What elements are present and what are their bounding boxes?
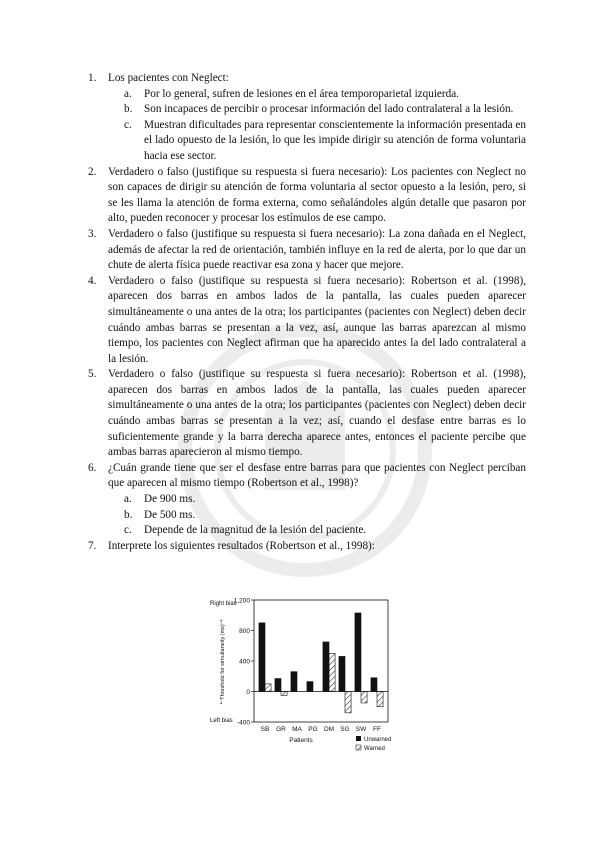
x-tick-label: MA (292, 726, 302, 733)
bar-warned (329, 653, 335, 691)
answer-option (88, 523, 526, 539)
legend-label-warned: Warned (364, 746, 385, 752)
question-number: 6. (88, 461, 97, 474)
question-list (88, 71, 526, 554)
bar-warned (265, 684, 271, 692)
x-tick-label: GR (276, 726, 286, 733)
question-item (88, 274, 526, 368)
question-item (88, 71, 526, 87)
option-text: De 500 ms. (144, 508, 196, 521)
question-number: 3. (88, 227, 97, 240)
question-number: 1. (88, 72, 97, 84)
bar-warned (281, 692, 287, 696)
x-axis-label: Patients (289, 737, 313, 744)
question-number: 7. (88, 539, 97, 552)
plot-frame (254, 600, 388, 722)
answer-option (88, 508, 526, 524)
answer-option (88, 118, 526, 165)
simultaneity-threshold-chart (206, 590, 394, 760)
left-bias-label: Left bias (210, 718, 233, 724)
bar-warned (345, 692, 351, 713)
bar-unwarned (307, 682, 313, 692)
y-tick-label: 800 (239, 628, 250, 635)
question-item (88, 461, 526, 492)
y-tick-label: 400 (239, 658, 250, 666)
answer-option (88, 102, 526, 118)
bar-unwarned (323, 642, 329, 692)
answer-option (88, 492, 526, 508)
question-item (88, 539, 526, 555)
y-tick-label: -400 (236, 719, 250, 727)
answer-option (88, 87, 526, 103)
option-text: Son incapaces de percibir o procesar información del lado contralateral a la lesión. (144, 103, 514, 116)
question-item (88, 227, 526, 274)
bar-unwarned (355, 613, 361, 692)
question-item (88, 367, 526, 461)
x-tick-label: PG (308, 726, 318, 733)
bar-unwarned (339, 656, 345, 691)
y-tick-label: 1,200 (233, 597, 250, 605)
question-number: 4. (88, 274, 97, 287)
option-text: Muestran dificultades para representar conscientemente la información presentada en el lado opuesto de la lesión, lo que les impide dirigir su atención de forma voluntaria hacia ese sector. (144, 118, 526, 162)
up-arrow: ↑ (219, 617, 223, 626)
legend-swatch-unwarned (356, 736, 361, 741)
option-text: Por lo general, sufren de lesiones en el área temporoparietal izquierda. (144, 87, 459, 100)
y-tick-label: 0 (246, 689, 250, 696)
option-text: Depende de la magnitud de la lesión del paciente. (144, 524, 367, 537)
question-text: Interprete los siguientes resultados (Robertson et al., 1998): (108, 539, 375, 552)
x-tick-label: FF (373, 726, 381, 733)
question-text: Verdadero o falso (justifique su respuesta si fuera necesario): Robertson et al. (1998), aparecen dos barras en ambos lados de la pantalla, las cuales pueden aparecer simultáneamente o una antes de la otra; los participantes (pacientes con Neglect) deben decir cuándo ambas barras se presentan a la vez; así, cuando el desfase entre barras es lo suficientemente grande y la barra derecha aparece antes, entonces el paciente percibe que ambas barras aparecieron al mismo tiempo. (108, 368, 526, 459)
y-axis-label: Threshold for simultaneity (ms) (220, 624, 226, 700)
question-text: Verdadero o falso (justifique su respuesta si fuera necesario): Robertson et al. (1998), aparecen dos barras en ambos lados de la pantalla, las cuales pueden aparecer simultáneamente o una antes de la otra; los participantes (pacientes con Neglect) deben decir cuándo ambas barras se presentan a la vez, así, aunque las barras aparezcan al mismo tiempo, los pacientes con Neglect afirman que ha aparecido antes la del lado contralateral a la lesión. (108, 274, 526, 365)
bar-warned (377, 692, 383, 707)
question-item (88, 165, 526, 227)
right-bias-label: Right bias (210, 601, 237, 607)
question-number: 5. (88, 368, 97, 381)
option-letter: c. (124, 118, 132, 131)
option-letter: c. (124, 524, 132, 537)
option-letter: a. (124, 87, 132, 100)
option-letter: b. (124, 103, 133, 116)
legend-swatch-warned (356, 745, 361, 750)
x-tick-label: DM (323, 726, 335, 733)
x-tick-label: SG (340, 726, 350, 733)
bar-unwarned (371, 678, 377, 692)
question-text: ¿Cuán grande tiene que ser el desfase entre barras para que pacientes con Neglect perciban que aparecen al mismo tiempo (Robertson et al., 1998)? (108, 461, 526, 490)
question-text: Los pacientes con Neglect: (108, 72, 229, 84)
option-text: De 900 ms. (144, 493, 196, 506)
bar-unwarned (275, 679, 281, 692)
bar-unwarned (259, 623, 265, 692)
x-tick-label: SW (355, 726, 367, 733)
question-text: Verdadero o falso (justifique su respuesta si fuera necesario): La zona dañada en el Neglect, además de afectar la red de orientación, también influye en la red de alerta, por lo que dar un chute de alerta física puede reactivar esa zona y hacer que mejore. (108, 227, 526, 272)
question-text: Verdadero o falso (justifique su respuesta si fuera necesario): Los pacientes con Neglect no son capaces de dirigir su atención de forma voluntaria al sector opuesto a la lesión, pero, si se les llama la atención de forma externa, como señalándoles algún detalle que pasaron por alto, pueden reconocer y procesar los estímulos de ese campo. (108, 165, 526, 225)
option-letter: b. (124, 508, 133, 521)
bar-unwarned (291, 672, 297, 692)
down-arrow: ↓ (219, 697, 223, 706)
option-letter: a. (124, 493, 132, 506)
legend-label-unwarned: Unwarned (364, 737, 392, 743)
question-number: 2. (88, 165, 97, 178)
bar-warned (361, 692, 367, 703)
x-tick-label: SB (260, 726, 270, 733)
